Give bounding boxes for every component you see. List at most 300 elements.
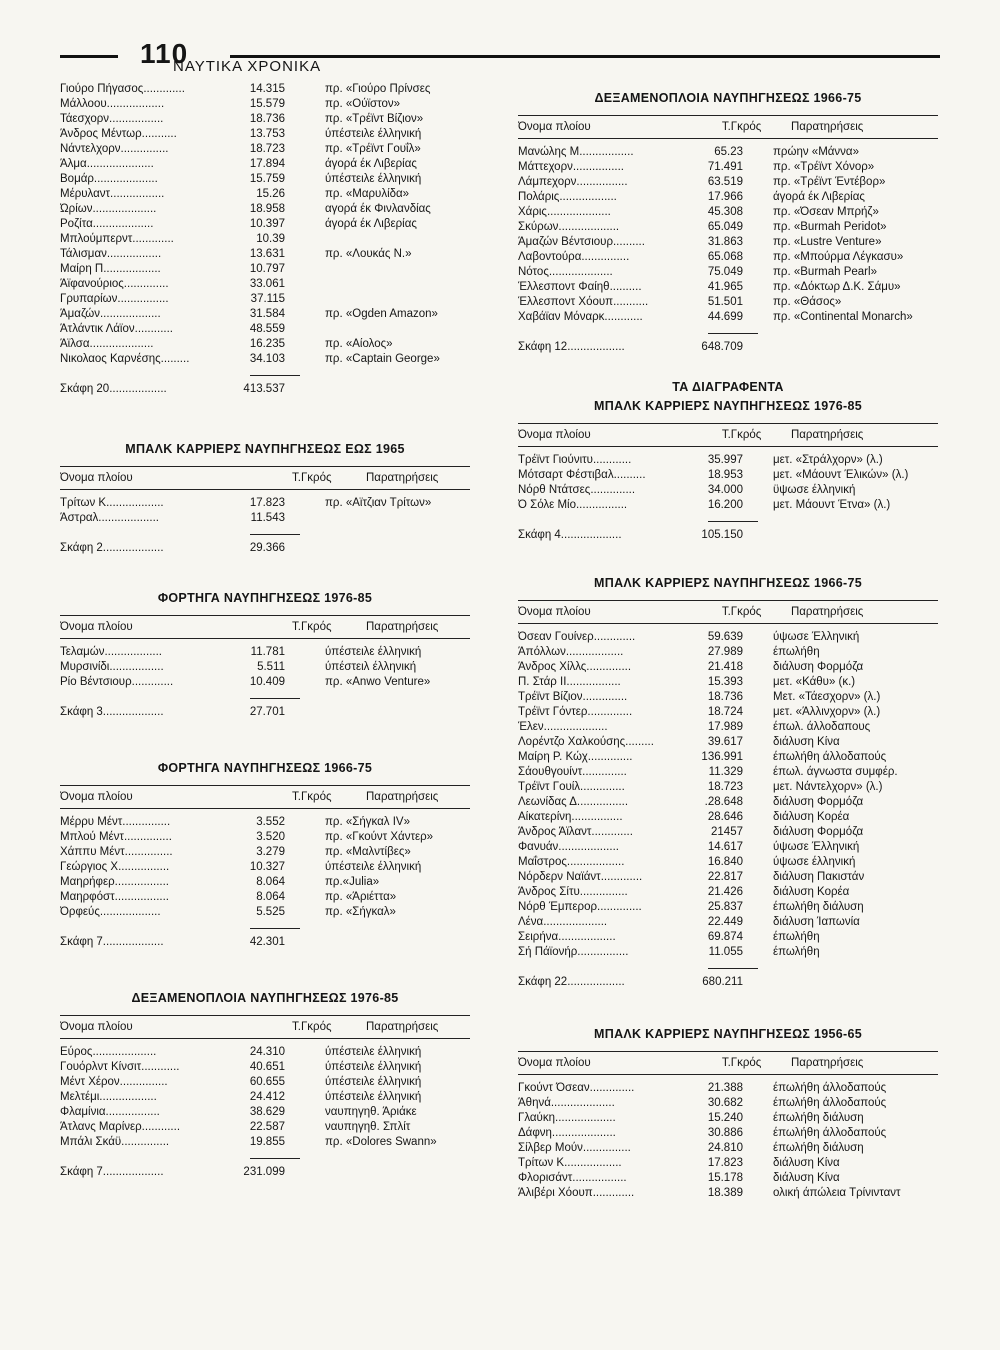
- column-header-name: Όνομα πλοίου: [518, 121, 591, 133]
- table-row: [518, 145, 938, 160]
- ship-name: Μπάλι Σκάϋ...............: [60, 1136, 170, 1148]
- table-row: [518, 453, 938, 468]
- total-row: [518, 334, 938, 355]
- gross-tonnage: 75.049: [707, 266, 743, 278]
- remarks: πρ. «Dolores Swann»: [325, 1136, 437, 1148]
- column-header-row: [518, 116, 938, 139]
- gross-tonnage: 14.617: [707, 841, 743, 853]
- remarks: ύπέστειλ έλληνική: [325, 661, 417, 673]
- gross-tonnage: 45.308: [707, 206, 743, 218]
- table-row: [60, 127, 470, 142]
- total-value: 231.099: [243, 1166, 285, 1178]
- ship-name: Άτλανς Μαρίνερ............: [60, 1121, 181, 1133]
- table-row: [518, 795, 938, 810]
- column-header-grt: Τ.Γκρός: [292, 621, 332, 633]
- gross-tonnage: 18.724: [707, 706, 743, 718]
- table-body: [518, 139, 938, 325]
- remarks: ύπέστειλε έλληνική: [325, 1076, 422, 1088]
- ship-name: Μπλού Μέντ...............: [60, 831, 172, 843]
- gross-tonnage: 65.068: [707, 251, 743, 263]
- ship-name: Γουόρλντ Κίνσιτ............: [60, 1061, 180, 1073]
- ship-name: Μάλλοου..................: [60, 98, 165, 110]
- ship-name: Εύρος....................: [60, 1046, 157, 1058]
- remarks: [285, 232, 325, 247]
- table-row: [518, 885, 938, 900]
- ship-name: Μαηρήφερ.................: [60, 876, 170, 888]
- table-row: [60, 1045, 470, 1060]
- ship-name: Άϊλσα....................: [60, 338, 154, 350]
- gross-tonnage: 33.061: [249, 278, 285, 290]
- remarks: άγορά έκ Λιβερίας: [325, 158, 417, 170]
- remarks: αγορά έκ Φινλανδίας: [325, 203, 431, 215]
- column-header-row: [518, 1052, 938, 1075]
- remarks: πρ. «Burmah Pearl»: [773, 266, 877, 278]
- table-row: [518, 160, 938, 175]
- remarks: ύπέστειλε έλληνική: [325, 173, 422, 185]
- gross-tonnage: 10.327: [249, 861, 285, 873]
- table-row: [518, 483, 938, 498]
- gross-tonnage: 21.418: [707, 661, 743, 673]
- gross-tonnage: 30.886: [707, 1127, 743, 1139]
- table-row: [518, 1111, 938, 1126]
- remarks: μετ. «Κάθυ» (κ.): [773, 676, 856, 688]
- table-row: [60, 1090, 470, 1105]
- gross-tonnage: 60.655: [249, 1076, 285, 1088]
- gross-tonnage: 39.617: [707, 736, 743, 748]
- table-section: [60, 441, 470, 556]
- gross-tonnage: 34.000: [707, 484, 743, 496]
- total-label: Σκάφη 4...................: [518, 529, 622, 541]
- total-value: 105.150: [701, 529, 743, 541]
- table-row: [518, 915, 938, 930]
- table-section: [60, 590, 470, 720]
- column-header-name: Όνομα πλοίου: [518, 606, 591, 618]
- ship-name: Γκούντ Όσεαν..............: [518, 1082, 635, 1094]
- gross-tonnage: 11.329: [708, 766, 743, 778]
- column-header-grt: Τ.Γκρός: [721, 121, 762, 133]
- gross-tonnage: 15.240: [707, 1112, 743, 1124]
- ship-name: Άνδρος Χίλλς..............: [518, 661, 632, 673]
- ship-name: Λεωνίδας Δ................: [518, 796, 629, 808]
- total-label: Σκάφη 20..................: [60, 383, 167, 395]
- gross-tonnage: 11.543: [250, 512, 285, 524]
- ship-name: Γεώργιος Χ................: [60, 861, 170, 873]
- remarks: άγορά έκ Λιβερίας: [773, 191, 865, 203]
- column-header-notes: Παρατηρήσεις: [366, 1021, 439, 1033]
- table-row: [60, 875, 470, 890]
- table-row: [518, 265, 938, 280]
- gross-tonnage: 24.810: [707, 1142, 743, 1154]
- remarks: έπωλήθη άλλοδαπούς: [773, 751, 887, 763]
- publication-title: ΝΑΥΤΙΚΑ ΧΡΟΝΙΚΑ: [173, 58, 322, 75]
- gross-tonnage: 16.235: [249, 338, 285, 350]
- remarks: πρ. «Τρέϊντ Βίζιον»: [325, 113, 424, 125]
- ship-name: Τρίτων Κ..................: [518, 1157, 622, 1169]
- ship-name: Αίκατερίνη................: [518, 811, 623, 823]
- table-row: [518, 250, 938, 265]
- column-header-grt: Τ.Γκρός: [292, 472, 332, 484]
- ship-name: Βομάρ....................: [60, 173, 158, 185]
- table-section: [518, 90, 938, 355]
- ship-name: Νόρθ Έμπερορ..............: [518, 901, 642, 913]
- section-title: ΤΑ ΔΙΑΓΡΑΦΕΝΤΑ: [672, 380, 784, 394]
- table-row: [518, 1126, 938, 1141]
- table-row: [60, 142, 470, 157]
- gross-tonnage: 34.103: [249, 353, 285, 365]
- ship-name: Ώρίων....................: [60, 203, 157, 215]
- ship-name: Σάουθγουίντ..............: [518, 766, 627, 778]
- table-row: [518, 205, 938, 220]
- gross-tonnage: 136.991: [701, 751, 743, 763]
- gross-tonnage: 8.064: [256, 876, 285, 888]
- table-row: [518, 295, 938, 310]
- ship-name: Φανυάν...................: [518, 841, 619, 853]
- total-label: Σκάφη 2...................: [60, 542, 164, 554]
- total-value: 29.366: [249, 542, 285, 554]
- table-row: [518, 190, 938, 205]
- table-row: [518, 175, 938, 190]
- ship-name: Νόρδερν Ναϊάντ.............: [518, 871, 643, 883]
- remarks: ύπέστειλε έλληνική: [325, 646, 422, 658]
- gross-tonnage: 65.23: [714, 146, 743, 158]
- ship-name: Τάλισμαν.................: [60, 248, 162, 260]
- column-header-name: Όνομα πλοίου: [518, 1057, 591, 1069]
- remarks: πρ. «Δόκτωρ Δ.Κ. Σάμυ»: [773, 281, 901, 293]
- ship-name: Τάεσχορν.................: [60, 113, 164, 125]
- table-row: [518, 855, 938, 870]
- ship-name: Σίλβερ Μούν...............: [518, 1142, 631, 1154]
- table-body: [518, 624, 938, 960]
- ship-name: Τελαμών..................: [60, 646, 162, 658]
- ship-name: Ρίο Βέντσιουρ.............: [60, 676, 174, 688]
- remarks: ύψωσε Έλληνική: [773, 631, 860, 643]
- table-row: [60, 890, 470, 905]
- remarks: πρ. «Ούϊστον»: [325, 98, 401, 110]
- gross-tonnage: 17.894: [249, 158, 285, 170]
- table-row: [60, 217, 470, 232]
- gross-tonnage: .28.648: [704, 796, 743, 808]
- table-row: [518, 930, 938, 945]
- remarks: πρ. «Captain George»: [325, 353, 440, 365]
- ship-name: Νότος....................: [518, 266, 613, 278]
- remarks: έπωλήθη διάλυση: [773, 901, 864, 913]
- column-header-row: [60, 467, 470, 490]
- remarks: έπωλήθη άλλοδαπούς: [773, 1127, 887, 1139]
- gross-tonnage: 15.26: [256, 188, 285, 200]
- gross-tonnage: 31.584: [249, 308, 285, 320]
- ship-name: Χάππυ Μέντ...............: [60, 846, 173, 858]
- gross-tonnage: 10.39: [256, 233, 285, 245]
- table-row: [60, 322, 470, 337]
- remarks: ύπέστειλε έλληνική: [325, 128, 422, 140]
- gross-tonnage: 22.817: [707, 871, 743, 883]
- remarks: μετ. «Άλλινχορν» (λ.): [773, 706, 881, 718]
- table-body: [60, 1039, 470, 1150]
- left-column: [60, 82, 470, 1184]
- total-label: Σκάφη 7...................: [60, 1166, 164, 1178]
- remarks: ύπέστειλε έλληνική: [325, 861, 422, 873]
- gross-tonnage: 10.409: [249, 676, 285, 688]
- remarks: πρ. «Τρέϊντ Γουΐλ»: [325, 143, 421, 155]
- ship-name: Άπόλλων..................: [518, 646, 624, 658]
- gross-tonnage: 27.989: [707, 646, 743, 658]
- gross-tonnage: 15.579: [249, 98, 285, 110]
- ship-name: Άστραλ...................: [60, 512, 159, 524]
- ship-name: Λορέντζο Χαλκούσης.........: [518, 736, 654, 748]
- ship-name: Τρίτων Κ..................: [60, 497, 164, 509]
- header-rule-right: [230, 55, 940, 58]
- column-header-notes: Παρατηρήσεις: [790, 121, 864, 133]
- table-row: [518, 468, 938, 483]
- ship-name: Άλμα.....................: [60, 158, 154, 170]
- ship-name: Άλιβέρι Χόουπ.............: [518, 1187, 635, 1199]
- remarks: ναυπηγηθ. Σπλίτ: [325, 1121, 411, 1133]
- total-row: [518, 522, 938, 543]
- gross-tonnage: 25.837: [707, 901, 743, 913]
- column-header-notes: Παρατηρήσεις: [366, 621, 439, 633]
- remarks: διάλυση Κίνα: [773, 1172, 840, 1184]
- ship-name: Μέρυλαντ.................: [60, 188, 165, 200]
- gross-tonnage: 17.989: [707, 721, 743, 733]
- gross-tonnage: 5.511: [257, 661, 285, 673]
- ship-name: Τρέϊντ Γουίλ..............: [518, 781, 625, 793]
- remarks: πρ. «Θάσος»: [773, 296, 842, 308]
- column-header-notes: Παρατηρήσεις: [366, 791, 439, 803]
- ship-name: Όρφεύς...................: [60, 906, 161, 918]
- table-row: [60, 1105, 470, 1120]
- ship-name: Ροζίτα...................: [60, 218, 154, 230]
- ship-name: Μάττεχορν................: [518, 161, 624, 173]
- gross-tonnage: 3.520: [256, 831, 285, 843]
- gross-tonnage: 17.823: [707, 1157, 743, 1169]
- page-number: 110: [140, 38, 189, 69]
- remarks: [285, 262, 325, 277]
- ship-name: Μπλούμπερντ.............: [60, 233, 174, 245]
- gross-tonnage: 8.064: [256, 891, 285, 903]
- gross-tonnage: 10.397: [249, 218, 285, 230]
- column-header-grt: Τ.Γκρός: [721, 606, 762, 618]
- column-header-grt: Τ.Γκρός: [721, 1057, 762, 1069]
- gross-tonnage: 18.723: [249, 143, 285, 155]
- table-row: [60, 247, 470, 262]
- table-body: [60, 490, 470, 526]
- ship-name: Σειρήνα..................: [518, 931, 616, 943]
- remarks: ύπέστειλε έλληνική: [325, 1046, 422, 1058]
- gross-tonnage: 37.115: [250, 293, 285, 305]
- ship-name: Έλλεσποντ Χόουπ...........: [518, 296, 649, 308]
- total-row: [518, 969, 938, 990]
- table-row: [518, 1141, 938, 1156]
- remarks: πρ. «Γιούρο Πρίνσες: [325, 83, 431, 95]
- gross-tonnage: 22.587: [249, 1121, 285, 1133]
- remarks: διάλυση Ίαπωνία: [773, 916, 860, 928]
- gross-tonnage: 44.699: [707, 311, 743, 323]
- remarks: διάλυση Φορμόζα: [773, 661, 864, 673]
- remarks: [285, 511, 325, 526]
- ship-name: Μαίρη Π..................: [60, 263, 161, 275]
- gross-tonnage: 28.646: [707, 811, 743, 823]
- remarks: [285, 292, 325, 307]
- ship-name: Άθηνά....................: [518, 1097, 615, 1109]
- table-row: [60, 511, 470, 526]
- ship-name: Μέρρυ Μέντ...............: [60, 816, 171, 828]
- table-row: [518, 630, 938, 645]
- gross-tonnage: 18.736: [707, 691, 743, 703]
- remarks: πρ. «Lustre Venture»: [773, 236, 882, 248]
- ship-name: Σκύρων...................: [518, 221, 620, 233]
- remarks: πρ. «Άριέττα»: [325, 891, 397, 903]
- table-row: [60, 1060, 470, 1075]
- gross-tonnage: 30.682: [707, 1097, 743, 1109]
- table-row: [60, 232, 470, 247]
- table-row: [518, 1081, 938, 1096]
- remarks: πρώην «Μάννα»: [773, 146, 859, 158]
- gross-tonnage: 18.958: [249, 203, 285, 215]
- ship-name: Έλεν....................: [518, 721, 608, 733]
- gross-tonnage: 18.389: [707, 1187, 743, 1199]
- table-row: [518, 660, 938, 675]
- ship-name: Άϊφανούριος..............: [60, 278, 169, 290]
- remarks: πρ. «Μπούρμα Λέγκασυ»: [773, 251, 904, 263]
- table-row: [60, 496, 470, 511]
- ship-name: Μότσαρτ Φέστιβαλ..........: [518, 469, 646, 481]
- ship-name: Λαβοντούρα...............: [518, 251, 630, 263]
- gross-tonnage: 5.525: [256, 906, 285, 918]
- gross-tonnage: 21.426: [707, 886, 743, 898]
- column-header-name: Όνομα πλοίου: [518, 429, 591, 441]
- table-row: [60, 307, 470, 322]
- remarks: πρ. «Μαλντίβες»: [325, 846, 411, 858]
- ship-name: Δάφνη....................: [518, 1127, 616, 1139]
- remarks: έπωλ. άγνωστα συμφέρ.: [773, 766, 898, 778]
- gross-tonnage: 41.965: [707, 281, 743, 293]
- column-header-row: [60, 786, 470, 809]
- remarks: πρ. «Σήγκαλ IV»: [325, 816, 410, 828]
- total-value: 413.537: [243, 383, 285, 395]
- table-row: [518, 690, 938, 705]
- remarks: μετ. «Στράλχορν» (λ.): [773, 454, 883, 466]
- ship-name: Νικολαος Καρνέσης.........: [60, 353, 190, 365]
- gross-tonnage: 38.629: [249, 1106, 285, 1118]
- ship-name: Άμαζών Βέντσιουρ..........: [518, 236, 645, 248]
- remarks: ναυπηγηθ. Άριάκε: [325, 1106, 417, 1118]
- remarks: πρ. «Burmah Peridot»: [773, 221, 887, 233]
- table-row: [518, 675, 938, 690]
- column-header-grt: Τ.Γκρός: [292, 791, 332, 803]
- gross-tonnage: 40.651: [249, 1061, 285, 1073]
- gross-tonnage: 31.863: [707, 236, 743, 248]
- remarks: πρ. «Ogden Amazon»: [325, 308, 438, 320]
- table-row: [60, 1075, 470, 1090]
- gross-tonnage: 69.874: [707, 931, 743, 943]
- ship-name: Χαβάϊαν Μόναρκ............: [518, 311, 643, 323]
- table-section: [60, 990, 470, 1180]
- ship-name: Μυρσινίδι.................: [60, 661, 164, 673]
- gross-tonnage: 59.639: [707, 631, 743, 643]
- section-title: ΜΠΑΛΚ ΚΑΡΡΙΕΡΣ ΝΑΥΠΗΓΗΣΕΩΣ 1966-75: [594, 576, 862, 590]
- total-row: [60, 1159, 470, 1180]
- table-row: [518, 310, 938, 325]
- gross-tonnage: 10.797: [249, 263, 285, 275]
- remarks: πρ. «Λουκάς Ν.»: [325, 248, 412, 260]
- remarks: έπωλήθη άλλοδαπούς: [773, 1082, 887, 1094]
- gross-tonnage: 15.759: [249, 173, 285, 185]
- remarks: μετ. Μάουντ Έτνα» (λ.): [773, 499, 891, 511]
- column-header-grt: Τ.Γκρός: [292, 1021, 332, 1033]
- ship-name: Ό Σόλε Μίο................: [518, 499, 628, 511]
- table-row: [60, 1135, 470, 1150]
- remarks: πρ. «Αϊτζιαν Τρίτων»: [325, 497, 432, 509]
- table-row: [60, 830, 470, 845]
- total-label: Σκάφη 3...................: [60, 706, 164, 718]
- total-label: Σκάφη 12..................: [518, 341, 625, 353]
- table-row: [60, 172, 470, 187]
- remarks: διάλυση Κορέα: [773, 886, 850, 898]
- table-body: [518, 447, 938, 513]
- ship-name: Λένα....................: [518, 916, 608, 928]
- table-row: [518, 235, 938, 250]
- gross-tonnage: 11.055: [708, 946, 743, 958]
- table-row: [60, 815, 470, 830]
- table-row: [518, 825, 938, 840]
- table-row: [60, 202, 470, 217]
- remarks: έπωλήθη διάλυση: [773, 1112, 864, 1124]
- remarks: έπωλ. άλλοδαπους: [773, 721, 871, 733]
- table-body: [60, 639, 470, 690]
- table-row: [60, 845, 470, 860]
- gross-tonnage: 21457: [711, 826, 743, 838]
- table-row: [60, 337, 470, 352]
- remarks: ϋψωσε έλληνική: [773, 484, 856, 496]
- column-header-name: Όνομα πλοίου: [60, 1021, 133, 1033]
- gross-tonnage: 51.501: [707, 296, 743, 308]
- table-row: [518, 765, 938, 780]
- table-body: [60, 809, 470, 920]
- gross-tonnage: 16.840: [707, 856, 743, 868]
- total-value: 42.301: [249, 936, 285, 948]
- section-title: ΦΟΡΤΗΓΑ ΝΑΥΠΗΓΗΣΕΩΣ 1966-75: [157, 761, 373, 775]
- column-header-row: [518, 424, 938, 447]
- table-row: [518, 870, 938, 885]
- ship-name: Έλλεσποντ Φαίηθ..........: [518, 281, 642, 293]
- remarks: μετ. «Μάουντ Έλικών» (λ.): [773, 469, 909, 481]
- ship-name: Μέντ Χέρον...............: [60, 1076, 168, 1088]
- gross-tonnage: 18.723: [707, 781, 743, 793]
- gross-tonnage: 11.781: [250, 646, 285, 658]
- table-section: [518, 379, 938, 543]
- table-row: [60, 860, 470, 875]
- table-row: [518, 945, 938, 960]
- section-title: ΦΟΡΤΗΓΑ ΝΑΥΠΗΓΗΣΕΩΣ 1976-85: [157, 591, 373, 605]
- table-row: [518, 645, 938, 660]
- ship-name: Άμαζών...................: [60, 308, 161, 320]
- total-value: 648.709: [701, 341, 743, 353]
- table-row: [518, 900, 938, 915]
- remarks: πρ. «Continental Monarch»: [773, 311, 913, 323]
- table-row: [518, 1186, 938, 1201]
- remarks: διάλυση Κίνα: [773, 736, 840, 748]
- ship-name: Λάμπεχορν................: [518, 176, 628, 188]
- gross-tonnage: 19.855: [249, 1136, 285, 1148]
- gross-tonnage: 35.997: [707, 454, 743, 466]
- table-row: [60, 277, 470, 292]
- continuation-list: [60, 82, 470, 397]
- column-header-notes: Παρατηρήσεις: [790, 606, 864, 618]
- table-row: [518, 705, 938, 720]
- remarks: ύψωσε έλληνική: [773, 856, 856, 868]
- gross-tonnage: 17.966: [707, 191, 743, 203]
- section-title: ΜΠΑΛΚ ΚΑΡΡΙΕΡΣ ΝΑΥΠΗΓΗΣΕΩΣ 1956-65: [594, 1027, 862, 1041]
